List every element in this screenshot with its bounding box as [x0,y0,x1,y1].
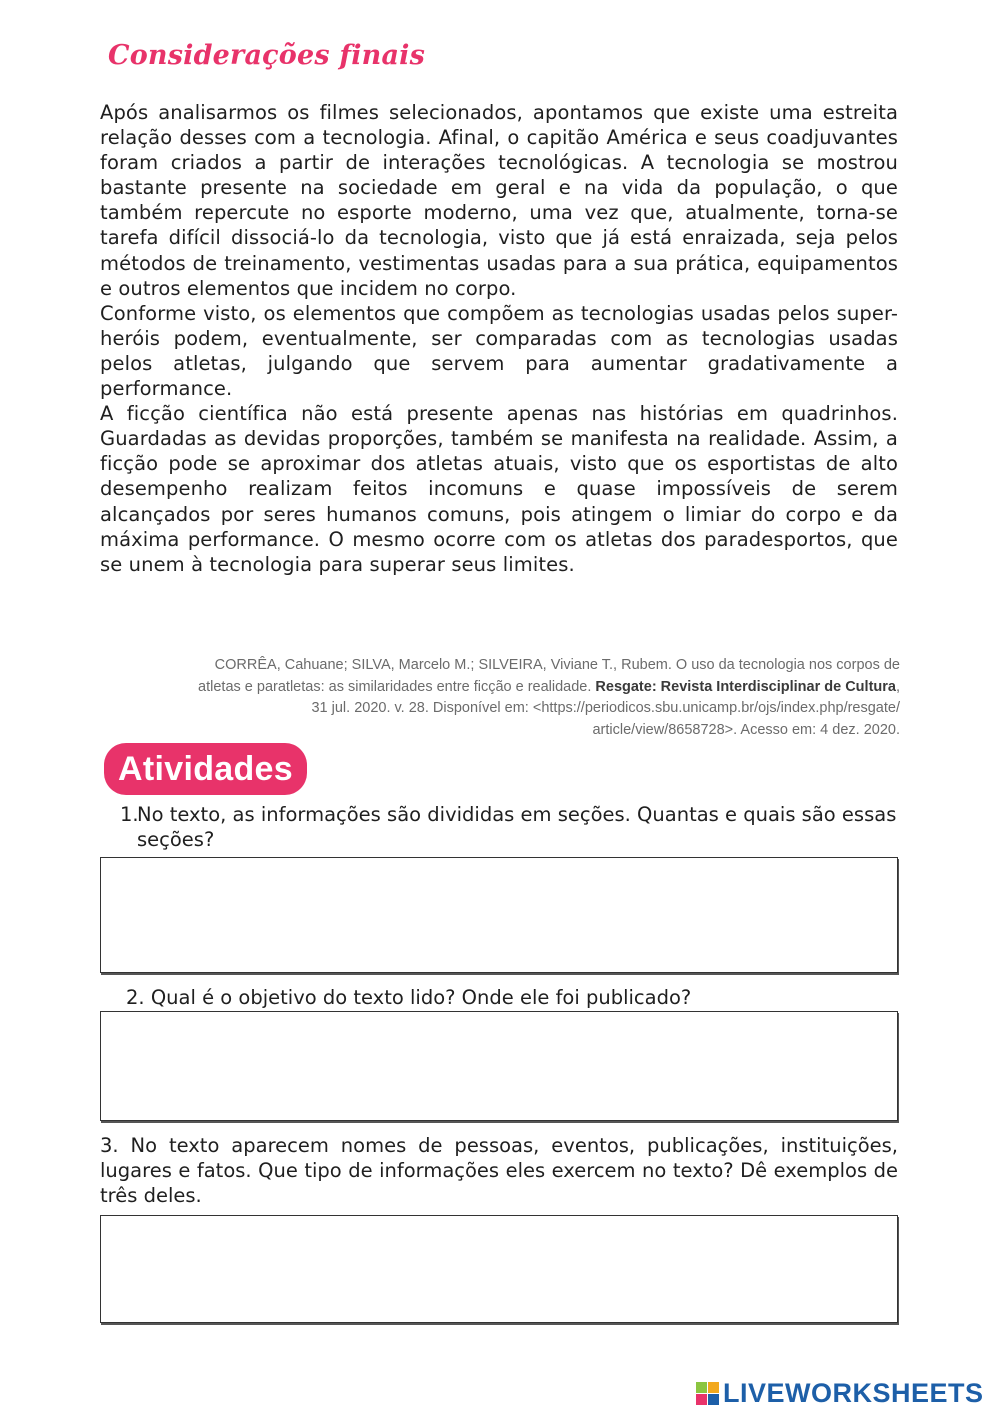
paragraph: Após analisarmos os filmes selecionados, apontamos que existe uma estreita relação desses com a tecnologia. Afinal, o capitão América e seus coadjuvantes foram criados a partir de interações tecnológicas. A tecnologia se mostrou bastante presente na sociedade em geral e na vida da população, o que também repercute no esporte moderno, uma vez que, atualmente, torna-se tarefa difícil dissociá-lo da tecnologia, visto que já está enraizada, seja pelos métodos de treinamento, vestimentas usadas para a sua prática, equipamentos e outros elementos que incidem no corpo. [100,101,898,300]
answer-box-3[interactable] [100,1215,898,1323]
answer-box-2[interactable] [100,1011,898,1121]
activities-label: Atividades [118,749,293,788]
citation-journal: Resgate: Revista Interdisciplinar de Cultura [595,678,896,695]
question-number: 1. [120,803,139,826]
question-text: Qual é o objetivo do texto lido? Onde ele foi publicado? [150,986,692,1009]
liveworksheets-logo-icon [696,1382,719,1405]
paragraph: A ficção científica não está presente apenas nas histórias em quadrinhos. Guardadas as devidas proporções, também se manifesta na realidade. Assim, a ficção pode se aproximar dos atletas atuais, visto que os esportistas de alto desempenho realizam feitos incomuns e quase impossíveis de serem alcançados por seres humanos comuns, pois atingem o limiar do corpo e da máxima performance. O mesmo ocorre com os atletas dos paradesportos, que se unem à tecnologia para superar seus limites. [100,402,898,576]
logo-square [696,1394,707,1405]
logo-square [708,1382,719,1393]
citation [180,655,900,741]
question-number: 2. [126,986,145,1009]
question-1 [120,802,900,852]
question-text: No texto aparecem nomes de pessoas, eventos, publicações, instituições, lugares e fatos. Que tipo de informações eles exercem no texto? Dê exemplos de três deles. [100,1134,898,1207]
section-title: Considerações finais [108,40,426,71]
question-text: No texto, as informações são divididas em seções. Quantas e quais são essas seções? [137,803,897,851]
question-3 [100,1133,898,1208]
question-2 [126,985,886,1010]
question-number: 3. [100,1134,119,1157]
citation-authors: CORRÊA, Cahuane; SILVA, Marcelo M.; SILVEIRA, Viviane T., Rubem. O uso da tecnologia nos corpos de atletas e paratletas: as similaridades entre ficção e realidade. [198,657,900,695]
body-text [100,100,898,577]
citation-details: , 31 jul. 2020. v. 28. Disponível em: <https://periodicos.sbu.unicamp.br/ojs/index.php/resgate/ article/view/8658728>. Acesso em: 4 dez. 2020. [311,678,900,738]
paragraph: Conforme visto, os elementos que compõem as tecnologias usadas pelos super-heróis podem, eventualmente, ser comparadas com as tecnologias usadas pelos atletas, julgando que servem para aumentar gradativamente a performance. [100,301,898,401]
logo-square [708,1394,719,1405]
brand-name: LIVEWORKSHEETS [723,1377,984,1408]
logo-square [696,1382,707,1393]
answer-box-1[interactable] [100,857,898,973]
brand-footer [696,1378,984,1408]
activities-badge [104,743,307,795]
